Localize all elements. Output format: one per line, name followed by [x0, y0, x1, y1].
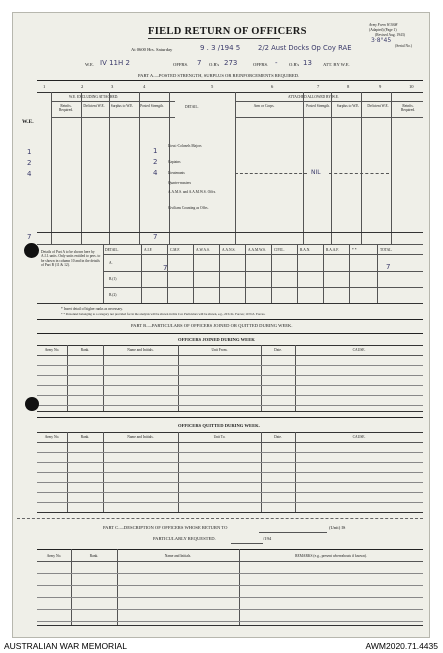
part-c-row-rule — [37, 585, 423, 586]
total-posted: 7 — [153, 233, 158, 241]
column-number: 10 — [409, 84, 414, 89]
column-number: 7 — [317, 84, 320, 89]
posted-value-1: 1 — [153, 147, 158, 155]
part-b-top-rule — [37, 319, 423, 320]
hours-date: 9 . 3 /194 5 — [200, 44, 241, 52]
table-col-header: Unit To. — [213, 435, 226, 439]
column-rule — [303, 92, 304, 244]
joined-title: OFFICERS JOINED DURING WEEK — [178, 337, 255, 342]
footer-accession-number: AWM2020.71.4435 — [365, 641, 438, 651]
punch-hole-upper — [24, 243, 39, 258]
table-col-header: Unit From. — [211, 348, 228, 352]
column-rule — [109, 92, 110, 244]
column-number: 5 — [211, 84, 214, 89]
column-rule — [51, 92, 52, 244]
serial-label: (Serial No.) — [395, 44, 412, 48]
part-c-row-rule — [37, 609, 423, 610]
column-rule — [81, 92, 82, 244]
ors2-value: 13 — [303, 59, 312, 67]
detail2-head-rule — [103, 254, 423, 255]
column-rule — [331, 92, 332, 244]
we-value: IV 11H 2 — [100, 59, 130, 67]
aif-value: 7 — [163, 264, 168, 272]
table-col-header: CAUSE. — [352, 435, 366, 439]
offrs2-label: OFFRS. — [253, 62, 269, 67]
subheader-rule-left — [51, 101, 175, 102]
we-value-3: 4 — [27, 170, 32, 178]
part-a-heading: PART A.—POSTED STRENGTH, SURPLUS OR REINFORCEMENTS REQUIRED. — [138, 73, 300, 78]
table-col-header: Name and Initials. — [127, 435, 154, 439]
detail2-row-b2: B.(2) — [109, 293, 117, 297]
part-a-footnote-block: Details of Part A to be shown here by A.I.I. units. Only units entitled to pers. to be shown in column 10 and in the details of Part B (11 & 12). — [41, 250, 101, 268]
nil-dash-right — [329, 173, 389, 174]
table-col-header: Rank. — [80, 348, 90, 352]
detail2-row-a: A. — [109, 261, 113, 265]
subheader-bottom-rule-right — [235, 117, 423, 118]
column-rule — [169, 92, 170, 244]
part-c-heading2: PARTICULARLY REQUESTED. — [153, 536, 216, 541]
detail2-col-header: A.W.A.S. — [196, 248, 210, 252]
attached-header: ATTACHED ALLOWED BY W.E. — [288, 95, 339, 99]
column-rule — [391, 92, 392, 244]
part-c-col-header: REMARKS (e.g., present whereabouts if known). — [295, 554, 367, 558]
table-head-rule — [37, 442, 423, 443]
note-2: * * Personnel belonging to a category not provided for in the analysis will be shown in this Col. Particulars will be shown, e.g., 20 U.K. Forces; 10 N.Z. Forces. — [61, 312, 266, 316]
ors-value: 273 — [224, 59, 238, 67]
table-bottom-rule — [37, 512, 423, 513]
table-col-header: Army No. — [44, 435, 60, 439]
att-label: ATT. BY W.E. — [323, 62, 350, 67]
part-c-unit-line — [259, 532, 327, 533]
part-c-col-header: Army No. — [46, 554, 62, 558]
detail-row-capt: Captains — [168, 160, 181, 164]
note-1: * Insert detail of higher ranks as necessary. — [61, 307, 123, 311]
detail-row-civ: Civilians Counting as Offrs. — [168, 206, 209, 210]
table-row-rule — [37, 502, 423, 503]
table-col-header: Date. — [274, 435, 282, 439]
offrs-value: 7 — [197, 59, 202, 67]
table-row-rule — [37, 472, 423, 473]
detail2-col-header: * * — [352, 248, 357, 252]
subheader-rule-right — [235, 101, 423, 102]
offrs2-value: - — [275, 59, 278, 67]
detail2-rule-1 — [103, 271, 423, 272]
table-col-header: Army No. — [44, 348, 60, 352]
detail-row-ltcol: Lieut.-Colonels Majors — [168, 144, 202, 148]
we-value-1: 1 — [27, 148, 32, 156]
part-c-year-label: /194 — [263, 536, 272, 541]
detail2-row-b1: B.(1) — [109, 277, 117, 281]
unit-name: 2/2 Aust Docks Op Coy RAE — [258, 44, 352, 52]
column-number: 3 — [111, 84, 114, 89]
detail-header: DETAIL. — [185, 105, 199, 109]
title-underline — [148, 38, 280, 39]
table-col-header: Date. — [274, 348, 282, 352]
total-we: 7 — [27, 233, 32, 241]
form-ref-line1: Army Form W.3008 — [369, 23, 398, 27]
part-c-col-header: Name and Initials. — [164, 554, 192, 558]
sub-header: Deficient W.E. — [367, 104, 389, 108]
sub-header: Surplus to W.E. — [336, 104, 360, 108]
punch-hole-lower — [25, 397, 39, 411]
we-label: W.E. — [85, 62, 95, 67]
form-ref-line3: (Revised Aug. 1943) — [375, 33, 405, 37]
part-c-unit-suffix: (Unit) IS — [329, 525, 346, 530]
part-c-row-rule — [37, 573, 423, 574]
sub-header: Deficient W.E. — [83, 104, 105, 108]
detail2-header: DETAIL. — [105, 248, 119, 252]
footer-bar — [0, 638, 443, 653]
quitted-title: OFFICERS QUITTED DURING WEEK. — [178, 423, 260, 428]
table-row-rule — [37, 452, 423, 453]
part-c-perforation — [17, 518, 423, 519]
detail-row-aams: A.A.M.S. and A.A.M.W.S. Offrs. — [168, 190, 217, 194]
quitted-title-rule — [37, 432, 423, 433]
table-col-header: Rank. — [80, 435, 90, 439]
detail2-total-value: 7 — [386, 263, 391, 271]
colnum-rule — [37, 92, 423, 93]
table-row-rule — [37, 365, 423, 366]
column-rule — [361, 92, 362, 244]
part-c-top-rule — [37, 549, 423, 550]
table-row-rule — [37, 492, 423, 493]
detail2-col-header: TOTAL. — [380, 248, 393, 252]
detail2-rule-2 — [103, 287, 423, 288]
table-bottom-rule — [37, 411, 423, 412]
subheader-bottom-rule — [51, 117, 175, 118]
posted-value-2: 2 — [153, 158, 158, 166]
we-excl-header: W.E. EXCLUDING ATTACHED. — [69, 95, 119, 99]
column-rule — [235, 92, 236, 244]
detail2-col-header: R.A.N. — [300, 248, 311, 252]
column-number: 6 — [271, 84, 274, 89]
form-title: FIELD RETURN OF OFFICERS — [148, 26, 307, 37]
column-number: 2 — [81, 84, 84, 89]
part-c-col-header: Rank. — [89, 554, 99, 558]
table-row-rule — [37, 375, 423, 376]
column-number: 1 — [43, 84, 46, 89]
column-number: 4 — [143, 84, 146, 89]
part-c-head-rule — [37, 561, 423, 562]
part-b-heading: PART B.—PARTICULARS OF OFFICERS JOINED OR QUITTED DURING WEEK. — [131, 323, 293, 328]
form-ref-line2: (Adapted) (Page 1) — [369, 28, 397, 32]
sub-header: Posted Strength. — [306, 104, 330, 108]
table-row-rule — [37, 462, 423, 463]
column-rule — [139, 92, 140, 244]
posted-value-3: 4 — [153, 169, 158, 177]
table-row-rule — [37, 482, 423, 483]
detail2-bottom-rule — [37, 303, 423, 304]
detail-row-qm: Quarter-masters — [168, 181, 192, 185]
column-number: 9 — [379, 84, 382, 89]
we-value-2: 2 — [27, 159, 32, 167]
nil-dash-left — [235, 173, 307, 174]
part-c-row-rule — [37, 621, 423, 622]
ors2-label: O.R's — [289, 62, 300, 67]
footer-credit: AUSTRALIAN WAR MEMORIAL — [4, 641, 127, 651]
quitted-top-rule — [37, 417, 423, 418]
table-col-header: CAUSE. — [352, 348, 366, 352]
hours-label: At 0600 Hrs. Saturday — [131, 47, 173, 52]
form-sheet — [12, 12, 430, 638]
joined-title-rule — [37, 345, 423, 346]
part-c-row-rule — [37, 597, 423, 598]
table-row-rule — [37, 405, 423, 406]
part-c-heading: PART C.—DESCRIPTION OF OFFICERS WHOSE RETURN TO — [103, 525, 228, 530]
offrs-label: OFFRS. — [173, 62, 189, 67]
totals-bottom-rule — [37, 244, 423, 245]
part-c-bottom-rule — [37, 625, 423, 626]
sub-header: Surplus to W.E. — [110, 104, 134, 108]
sub-header: Reinfts. Required. — [58, 104, 74, 112]
detail-row-lieut: Lieutenants — [168, 171, 185, 175]
table-head-rule — [37, 355, 423, 356]
we-side-label: W.E. — [22, 119, 34, 125]
part-b-rule-2 — [37, 333, 423, 334]
column-number: 8 — [347, 84, 350, 89]
part-a-top-rule — [37, 80, 423, 81]
serial-value: 3·8°45 — [371, 37, 392, 44]
detail2-col-header: A.A.N.S. — [222, 248, 236, 252]
detail2-col-header: CIVIL. — [274, 248, 285, 252]
table-row-rule — [37, 385, 423, 386]
detail2-col-header: A.A.M.W.S. — [248, 248, 266, 252]
sub-header: Arm or Corps. — [253, 104, 275, 108]
totals-rule — [37, 232, 423, 233]
table-row-rule — [37, 395, 423, 396]
detail2-col-header: R.A.A.F. — [326, 248, 339, 252]
table-col-header: Name and Initials. — [127, 348, 154, 352]
detail2-col-header: A.I.F. — [144, 248, 153, 252]
attached-nil: NIL — [311, 169, 321, 176]
sub-header: Posted Strength. — [140, 104, 164, 108]
ors-label: O.R's — [209, 62, 220, 67]
part-c-date-line — [231, 543, 263, 544]
sub-header: Reinfts. Required. — [400, 104, 416, 112]
detail2-col-header: C.M.F. — [170, 248, 180, 252]
